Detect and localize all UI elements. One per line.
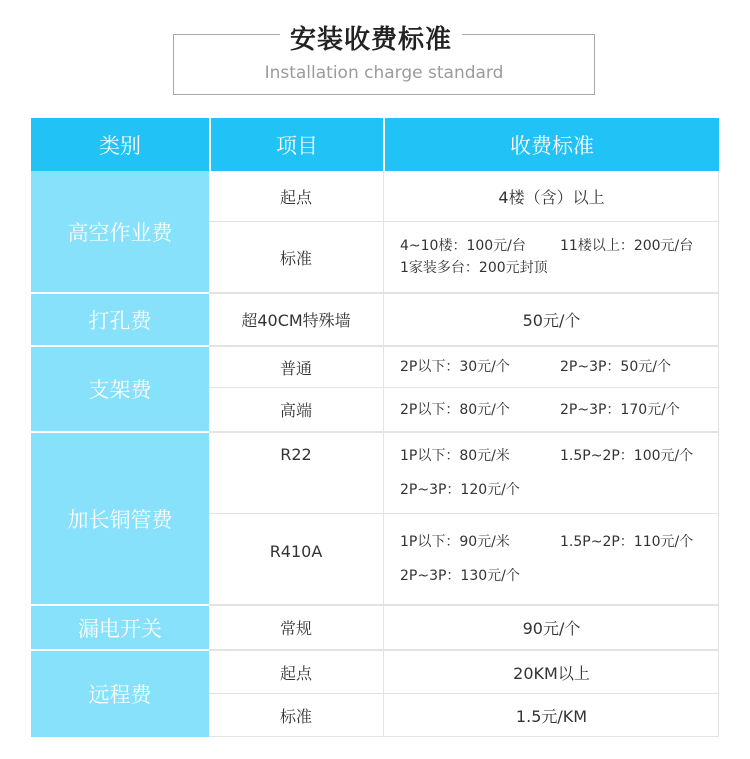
row-divider <box>209 431 719 433</box>
fee-line <box>400 257 548 279</box>
fee-remote-standard: 1.5元/KM <box>384 694 719 737</box>
fee-multi-unit-cap: 1家装多台：200元封顶 <box>400 260 548 276</box>
fee-leakage-switch: 90元/个 <box>384 606 719 649</box>
fee-bracket-ordinary <box>384 347 719 387</box>
fee-start-floor: 4楼（含）以上 <box>384 171 719 221</box>
fee-r410a <box>384 514 719 604</box>
fee-r22-2p-3p: 2P~3P：120元/个 <box>400 482 520 498</box>
fee-r22-1-5p-2p: 1.5P~2P：100元/个 <box>560 448 694 464</box>
row-divider <box>209 345 719 347</box>
item-r410a: R410A <box>209 514 383 604</box>
item-r22: R22 <box>209 433 383 513</box>
item-regular: 常规 <box>209 606 383 649</box>
row-divider <box>209 649 719 651</box>
fee-line <box>400 399 680 421</box>
fee-r22 <box>384 433 719 513</box>
fee-floor-11-up: 11楼以上：200元/台 <box>560 238 694 254</box>
row-divider <box>209 693 719 694</box>
category-high-altitude: 高空作业费 <box>31 171 209 292</box>
fee-r410a-1-5p-2p: 1.5P~2P：110元/个 <box>560 534 694 550</box>
row-divider <box>209 292 719 294</box>
fee-line <box>400 525 693 559</box>
row-divider <box>209 387 719 388</box>
category-bracket: 支架费 <box>31 347 209 431</box>
header-fee: 收费标准 <box>385 118 719 171</box>
header-item: 项目 <box>211 118 383 171</box>
page-title: 安装收费标准 <box>280 22 462 58</box>
table-bottom-border <box>209 736 719 737</box>
fee-floor-4-10: 4~10楼：100元/台 <box>400 238 526 254</box>
item-start: 起点 <box>209 171 383 221</box>
row-divider <box>209 604 719 606</box>
fee-drilling: 50元/个 <box>384 294 719 345</box>
fee-ordinary-2p-3p: 2P~3P：50元/个 <box>560 359 671 375</box>
category-leakage-switch: 漏电开关 <box>31 606 209 649</box>
fee-r410a-1p: 1P以下：90元/米 <box>400 534 510 550</box>
item-remote-standard: 标准 <box>209 694 383 737</box>
fee-line <box>400 473 520 507</box>
fee-r410a-2p-3p: 2P~3P：130元/个 <box>400 568 520 584</box>
fee-standard-floor <box>384 222 719 292</box>
fee-line <box>400 559 520 593</box>
column-divider <box>383 171 384 737</box>
fee-line <box>400 235 693 257</box>
fee-highend-2p: 2P以下：80元/个 <box>400 401 510 418</box>
fee-bracket-highend <box>384 388 719 431</box>
category-remote: 远程费 <box>31 651 209 737</box>
item-special-wall: 超40CM特殊墙 <box>209 294 383 345</box>
row-divider <box>209 513 719 514</box>
item-remote-start: 起点 <box>209 651 383 693</box>
fee-remote-start: 20KM以上 <box>384 651 719 693</box>
table-right-border <box>718 171 719 737</box>
item-ordinary: 普通 <box>209 347 383 387</box>
fee-r22-1p: 1P以下：80元/米 <box>400 448 510 464</box>
item-highend: 高端 <box>209 388 383 431</box>
fee-highend-2p-3p: 2P~3P：170元/个 <box>560 401 680 418</box>
charge-table <box>31 118 719 737</box>
fee-line <box>400 356 671 378</box>
category-copper-pipe: 加长铜管费 <box>31 433 209 604</box>
fee-line <box>400 439 693 473</box>
header-category: 类别 <box>31 118 209 171</box>
fee-ordinary-2p: 2P以下：30元/个 <box>400 359 510 375</box>
page-subtitle: Installation charge standard <box>264 63 504 83</box>
row-divider <box>209 221 719 222</box>
item-standard: 标准 <box>209 222 383 292</box>
category-drilling: 打孔费 <box>31 294 209 345</box>
